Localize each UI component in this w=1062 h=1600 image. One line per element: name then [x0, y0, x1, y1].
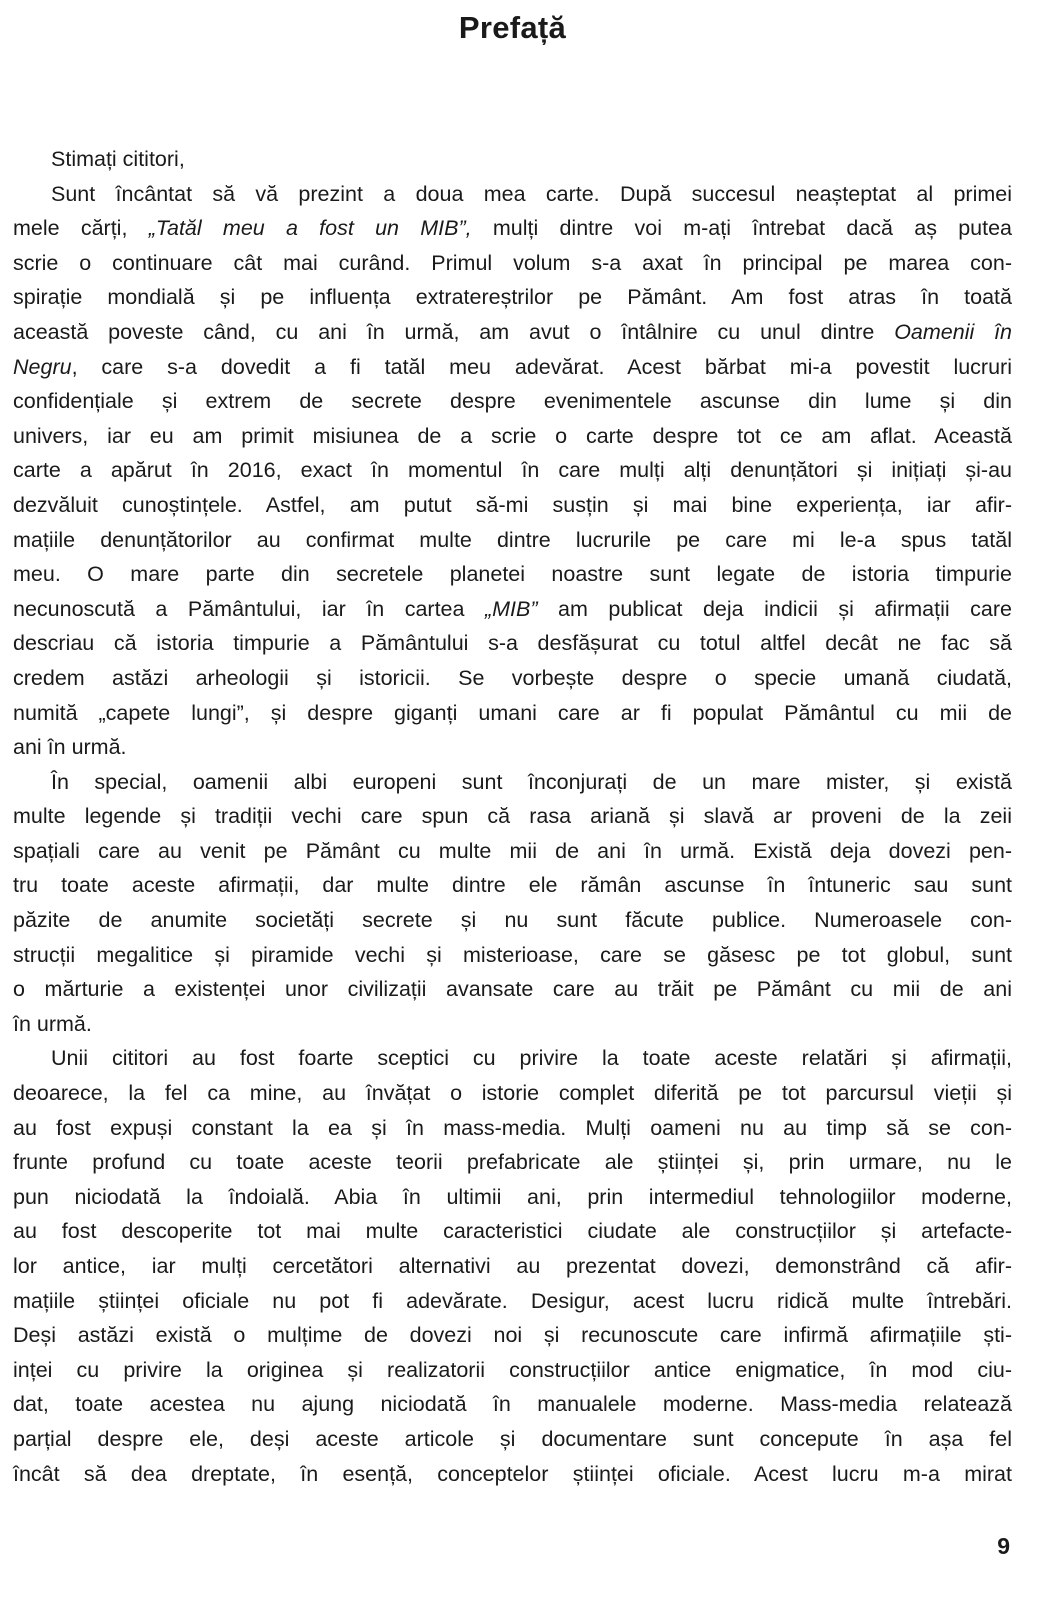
- text-segment: au fost expuși constant la ea și în mass-media. Mulți oameni nu au timp să se con-: [13, 1115, 1012, 1140]
- text-line: [13, 868, 1012, 903]
- italic-text: Oamenii în: [894, 319, 1013, 344]
- text-column: [13, 0, 1012, 1491]
- text-segment: au fost descoperite tot mai multe caracteristici ciudate ale construcțiilor și artefacte-: [13, 1219, 1012, 1244]
- text-line: [13, 280, 1012, 315]
- paragraph: [13, 142, 1012, 177]
- text-segment: univers, iar eu am primit misiunea de a scrie o carte despre tot ce am aflat. Această: [13, 423, 1012, 448]
- paragraph: [13, 1041, 1012, 1491]
- text-segment: am publicat deja indicii și afirmații care: [537, 596, 1012, 621]
- text-segment: dat, toate acestea nu ajung niciodată în manualele moderne. Mass-media relatează: [13, 1392, 1012, 1417]
- text-line: [13, 1145, 1012, 1180]
- text-segment: numită „capete lungi”, și despre giganți umani care ar fi populat Pământul cu mii de: [13, 700, 1012, 725]
- text-line: [13, 523, 1012, 558]
- text-line: [13, 730, 1012, 765]
- text-line: [13, 211, 1012, 246]
- paragraph: [13, 177, 1012, 765]
- text-line: [13, 972, 1012, 1007]
- text-segment: spirație mondială și pe influența extratereștrilor pe Pământ. Am fost atras în toată: [13, 285, 1012, 310]
- text-line: [13, 1180, 1012, 1215]
- text-segment: mele cărți,: [13, 216, 149, 241]
- italic-text: „MIB”: [484, 596, 538, 621]
- text-line: [13, 350, 1012, 385]
- text-segment: multe legende și tradiții vechi care spun că rasa ariană și slavă ar proveni de la zeii: [13, 804, 1012, 829]
- text-line: [13, 626, 1012, 661]
- text-segment: mulți dintre voi m-ați întrebat dacă aș putea: [471, 216, 1013, 241]
- text-segment: confidențiale și extrem de secrete despre evenimentele ascunse din lume și din: [13, 389, 1012, 414]
- text-line: [13, 1249, 1012, 1284]
- text-line: [13, 1284, 1012, 1319]
- text-line: [13, 384, 1012, 419]
- text-line: [13, 557, 1012, 592]
- text-line: [13, 1422, 1012, 1457]
- paragraph: [13, 765, 1012, 1042]
- text-segment: mațiile denunțătorilor au confirmat multe dintre lucrurile pe care mi le-a spus tatăl: [13, 527, 1012, 552]
- text-segment: spațiali care au venit pe Pământ cu multe mii de ani în urmă. Există deja dovezi pen-: [13, 838, 1012, 863]
- text-segment: în urmă.: [13, 1011, 92, 1036]
- text-line: [13, 1214, 1012, 1249]
- text-segment: ani în urmă.: [13, 735, 127, 760]
- text-segment: deoarece, la fel ca mine, au învățat o istorie complet diferită pe tot parcursul vieții și: [13, 1081, 1012, 1106]
- text-segment: păzite de anumite societăți secrete și nu sunt făcute publice. Numeroasele con-: [13, 908, 1012, 933]
- text-segment: parțial despre ele, deși aceste articole și documentare sunt concepute în așa fel: [13, 1426, 1012, 1451]
- text-line: [13, 592, 1012, 627]
- text-line: [13, 903, 1012, 938]
- text-segment: descriau că istoria timpurie a Pământului s-a desfășurat cu totul altfel decât ne fac să: [13, 631, 1012, 656]
- text-line: [13, 488, 1012, 523]
- text-line: [13, 315, 1012, 350]
- text-segment: lor antice, iar mulți cercetători alternativi au prezentat dovezi, demonstrând că afir-: [13, 1254, 1012, 1278]
- text-segment: Unii cititori au fost foarte sceptici cu privire la toate aceste relatări și afirmații,: [51, 1046, 1012, 1071]
- page-number: 9: [997, 1533, 1010, 1559]
- text-line: [13, 1111, 1012, 1146]
- text-segment: încât să dea dreptate, în esență, conceptelor științei oficiale. Acest lucru m-a mirat: [13, 1461, 1012, 1486]
- text-segment: Deși astăzi există o mulțime de dovezi noi și recunoscute care infirmă afirmațiile ști-: [13, 1323, 1012, 1348]
- text-segment: necunoscută a Pământului, iar în cartea: [13, 596, 485, 621]
- text-segment: frunte profund cu toate aceste teorii prefabricate ale științei și, prin urmare, nu le: [13, 1150, 1012, 1175]
- text-segment: o mărturie a existenței unor civilizații avansate care au trăit pe Pământ cu mii de ani: [13, 977, 1012, 1002]
- text-line: [13, 1076, 1012, 1111]
- text-segment: meu. O mare parte din secretele planetei noastre sunt legate de istoria timpurie: [13, 562, 1012, 587]
- text-segment: scrie o continuare cât mai curând. Primul volum s-a axat în principal pe marea con-: [13, 250, 1012, 275]
- text-line: [13, 177, 1012, 212]
- text-segment: În special, oamenii albi europeni sunt înconjurați de un mare mister, și există: [51, 769, 1012, 794]
- body-text: [13, 142, 1012, 1491]
- text-line: [13, 419, 1012, 454]
- text-line: [13, 1353, 1012, 1388]
- text-segment: inței cu privire la originea și realizatorii construcțiilor antice enigmatice, în mod ciu-: [13, 1357, 1012, 1382]
- text-segment: tru toate aceste afirmații, dar multe dintre ele rămân ascunse în întuneric sau sunt: [13, 873, 1012, 898]
- text-line: [13, 799, 1012, 834]
- text-segment: dezvăluit cunoștințele. Astfel, am putut să-mi susțin și mai bine experiența, iar afir-: [13, 492, 1012, 517]
- text-segment: această poveste când, cu ani în urmă, am avut o întâlnire cu unul dintre: [13, 319, 895, 344]
- italic-text: Negru: [13, 354, 72, 379]
- text-line: [13, 1387, 1012, 1422]
- text-line: [13, 1007, 1012, 1042]
- text-segment: credem astăzi arheologii și istoricii. Se vorbește despre o specie umană ciudată,: [13, 665, 1012, 690]
- text-segment: strucții megalitice și piramide vechi și misterioase, care se găsesc pe tot globul, sunt: [13, 942, 1012, 967]
- italic-text: „Tatăl meu a fost un MIB”,: [148, 216, 472, 241]
- text-line: [13, 142, 1012, 177]
- text-segment: , care s-a dovedit a fi tatăl meu adevărat. Acest bărbat mi-a povestit lucruri: [71, 354, 1012, 379]
- page-title: Prefață: [458, 10, 567, 45]
- text-line: [13, 1318, 1012, 1353]
- text-segment: Stimați cititori,: [51, 147, 185, 171]
- text-line: [13, 453, 1012, 488]
- text-line: [13, 834, 1012, 869]
- text-line: [13, 1457, 1012, 1492]
- text-line: [13, 696, 1012, 731]
- text-line: [13, 765, 1012, 800]
- text-segment: Sunt încântat să vă prezint a doua mea carte. După succesul neașteptat al primei: [51, 181, 1012, 206]
- text-line: [13, 661, 1012, 696]
- text-segment: mațiile științei oficiale nu pot fi adevărate. Desigur, acest lucru ridică multe întrebări.: [13, 1288, 1012, 1313]
- text-segment: pun niciodată la îndoială. Abia în ultimii ani, prin intermediul tehnologiilor moderne,: [13, 1184, 1012, 1209]
- text-line: [13, 1041, 1012, 1076]
- text-line: [13, 246, 1012, 281]
- text-segment: carte a apărut în 2016, exact în momentul în care mulți alți denunțători și inițiați și-au: [13, 458, 1012, 483]
- text-line: [13, 938, 1012, 973]
